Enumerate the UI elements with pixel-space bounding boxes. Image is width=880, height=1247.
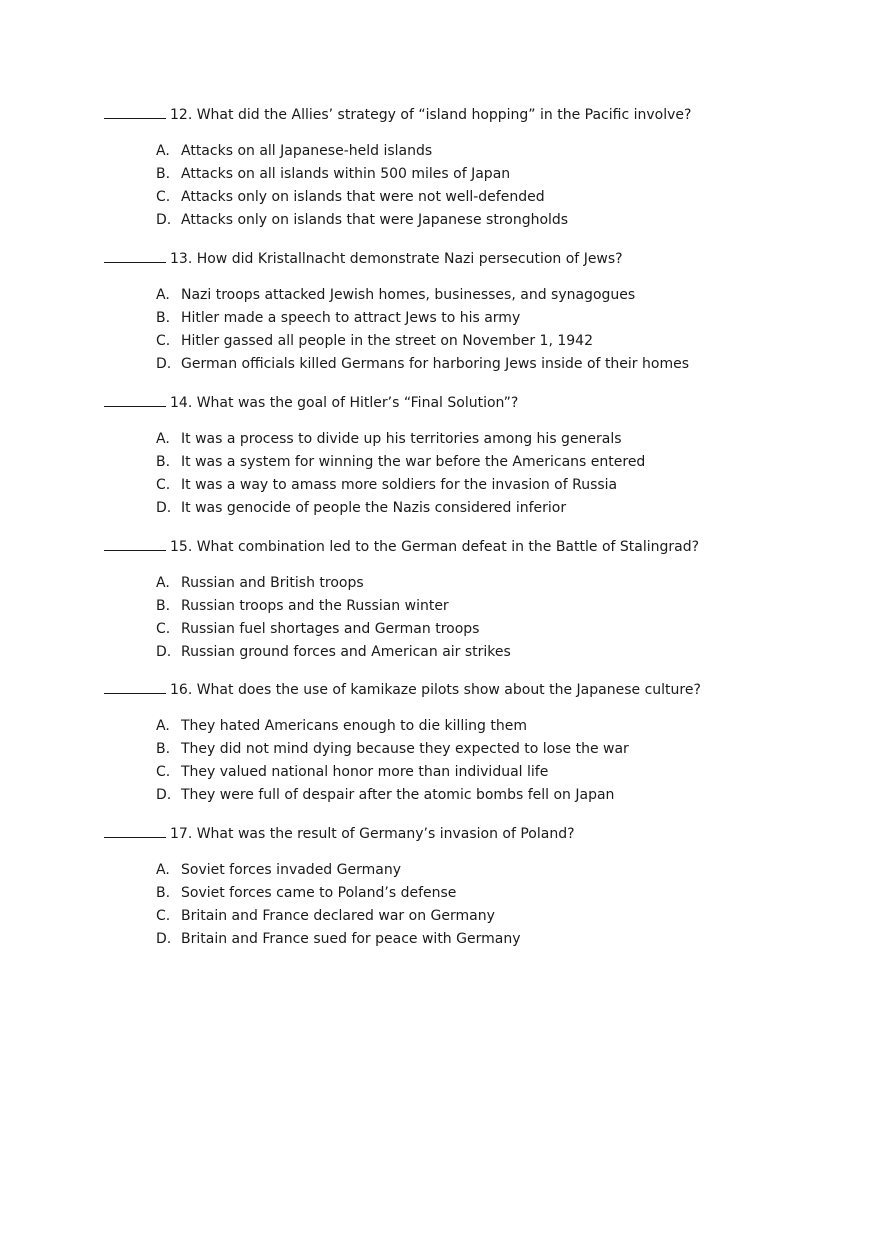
choice-text: Russian and British troops [181,575,364,591]
question-15 [104,537,844,666]
question-number: 16. [170,682,193,698]
question-number: 15. [170,539,193,555]
choice-text: Soviet forces invaded Germany [181,862,401,878]
choice-letter: D. [156,500,172,516]
choice-a [104,286,844,309]
answer-blank[interactable] [104,105,166,119]
question-number: 13. [170,251,193,267]
question-text: What does the use of kamikaze pilots show about the Japanese culture? [196,682,701,698]
question-line [104,680,844,698]
choice-c [104,620,844,643]
question-line [104,249,844,267]
choice-letter: C. [156,333,171,349]
choice-c [104,332,844,355]
question-17 [104,824,844,953]
choice-letter: B. [156,310,171,326]
choice-letter: C. [156,477,171,493]
choice-text: They were full of despair after the atomic bombs fell on Japan [181,787,615,803]
choice-letter: C. [156,621,171,637]
choice-text: Attacks on all islands within 500 miles of Japan [181,166,511,182]
choice-letter: D. [156,644,172,660]
choice-b [104,165,844,188]
choice-a [104,574,844,597]
choice-list [104,286,844,378]
choice-letter: A. [156,575,170,591]
choice-letter: B. [156,741,171,757]
choice-c [104,907,844,930]
question-line [104,824,844,842]
choice-letter: C. [156,189,171,205]
choice-list [104,717,844,809]
choice-d [104,355,844,378]
question-text: What did the Allies’ strategy of “island hopping” in the Pacific involve? [196,107,692,123]
choice-text: It was genocide of people the Nazis considered inferior [181,500,567,516]
question-line [104,537,844,555]
choice-d [104,930,844,953]
choice-letter: B. [156,454,171,470]
choice-list [104,142,844,234]
choice-text: They valued national honor more than individual life [181,764,549,780]
choice-text: They did not mind dying because they expected to lose the war [181,741,629,757]
choice-text: Hitler made a speech to attract Jews to his army [181,310,521,326]
choice-a [104,861,844,884]
answer-blank[interactable] [104,680,166,694]
choice-text: It was a process to divide up his territories among his generals [181,431,622,447]
choice-text: They hated Americans enough to die killing them [181,718,528,734]
choice-letter: D. [156,931,172,947]
question-13 [104,249,844,378]
choice-list [104,861,844,953]
choice-d [104,786,844,809]
choice-letter: A. [156,143,170,159]
choice-d [104,643,844,666]
answer-blank[interactable] [104,824,166,838]
choice-text: Attacks on all Japanese-held islands [181,143,433,159]
choice-list [104,574,844,666]
choice-letter: A. [156,431,170,447]
choice-letter: B. [156,166,171,182]
question-number: 12. [170,107,193,123]
choice-text: Nazi troops attacked Jewish homes, businesses, and synagogues [181,287,636,303]
choice-text: Britain and France declared war on Germany [181,908,495,924]
choice-text: Soviet forces came to Poland’s defense [181,885,457,901]
choice-b [104,309,844,332]
question-12 [104,105,844,234]
choice-text: German officials killed Germans for harboring Jews inside of their homes [181,356,689,372]
choice-text: It was a system for winning the war before the Americans entered [181,454,646,470]
choice-text: Attacks only on islands that were Japanese strongholds [181,212,569,228]
choice-b [104,884,844,907]
choice-a [104,430,844,453]
question-text: What was the goal of Hitler’s “Final Solution”? [196,395,519,411]
choice-a [104,142,844,165]
question-line [104,393,844,411]
answer-blank[interactable] [104,249,166,263]
choice-a [104,717,844,740]
choice-c [104,763,844,786]
choice-text: Russian fuel shortages and German troops [181,621,480,637]
choice-b [104,740,844,763]
choice-text: Russian ground forces and American air strikes [181,644,511,660]
choice-letter: C. [156,908,171,924]
question-text: What was the result of Germany’s invasion of Poland? [196,826,575,842]
choice-letter: D. [156,787,172,803]
choice-letter: C. [156,764,171,780]
question-16 [104,680,844,809]
choice-letter: B. [156,885,171,901]
choice-text: Britain and France sued for peace with Germany [181,931,521,947]
question-14 [104,393,844,522]
choice-letter: D. [156,356,172,372]
question-line [104,105,844,123]
question-text: What combination led to the German defeat in the Battle of Stalingrad? [196,539,700,555]
choice-b [104,453,844,476]
answer-blank[interactable] [104,393,166,407]
question-text: How did Kristallnacht demonstrate Nazi persecution of Jews? [196,251,623,267]
choice-list [104,430,844,522]
choice-c [104,188,844,211]
choice-c [104,476,844,499]
choice-letter: B. [156,598,171,614]
choice-letter: A. [156,718,170,734]
choice-text: Russian troops and the Russian winter [181,598,449,614]
question-number: 14. [170,395,193,411]
choice-d [104,499,844,522]
choice-letter: D. [156,212,172,228]
choice-d [104,211,844,234]
choice-text: Hitler gassed all people in the street on November 1, 1942 [181,333,593,349]
choice-text: It was a way to amass more soldiers for the invasion of Russia [181,477,618,493]
choice-letter: A. [156,287,170,303]
choice-letter: A. [156,862,170,878]
answer-blank[interactable] [104,537,166,551]
choice-b [104,597,844,620]
question-number: 17. [170,826,193,842]
choice-text: Attacks only on islands that were not well-defended [181,189,545,205]
